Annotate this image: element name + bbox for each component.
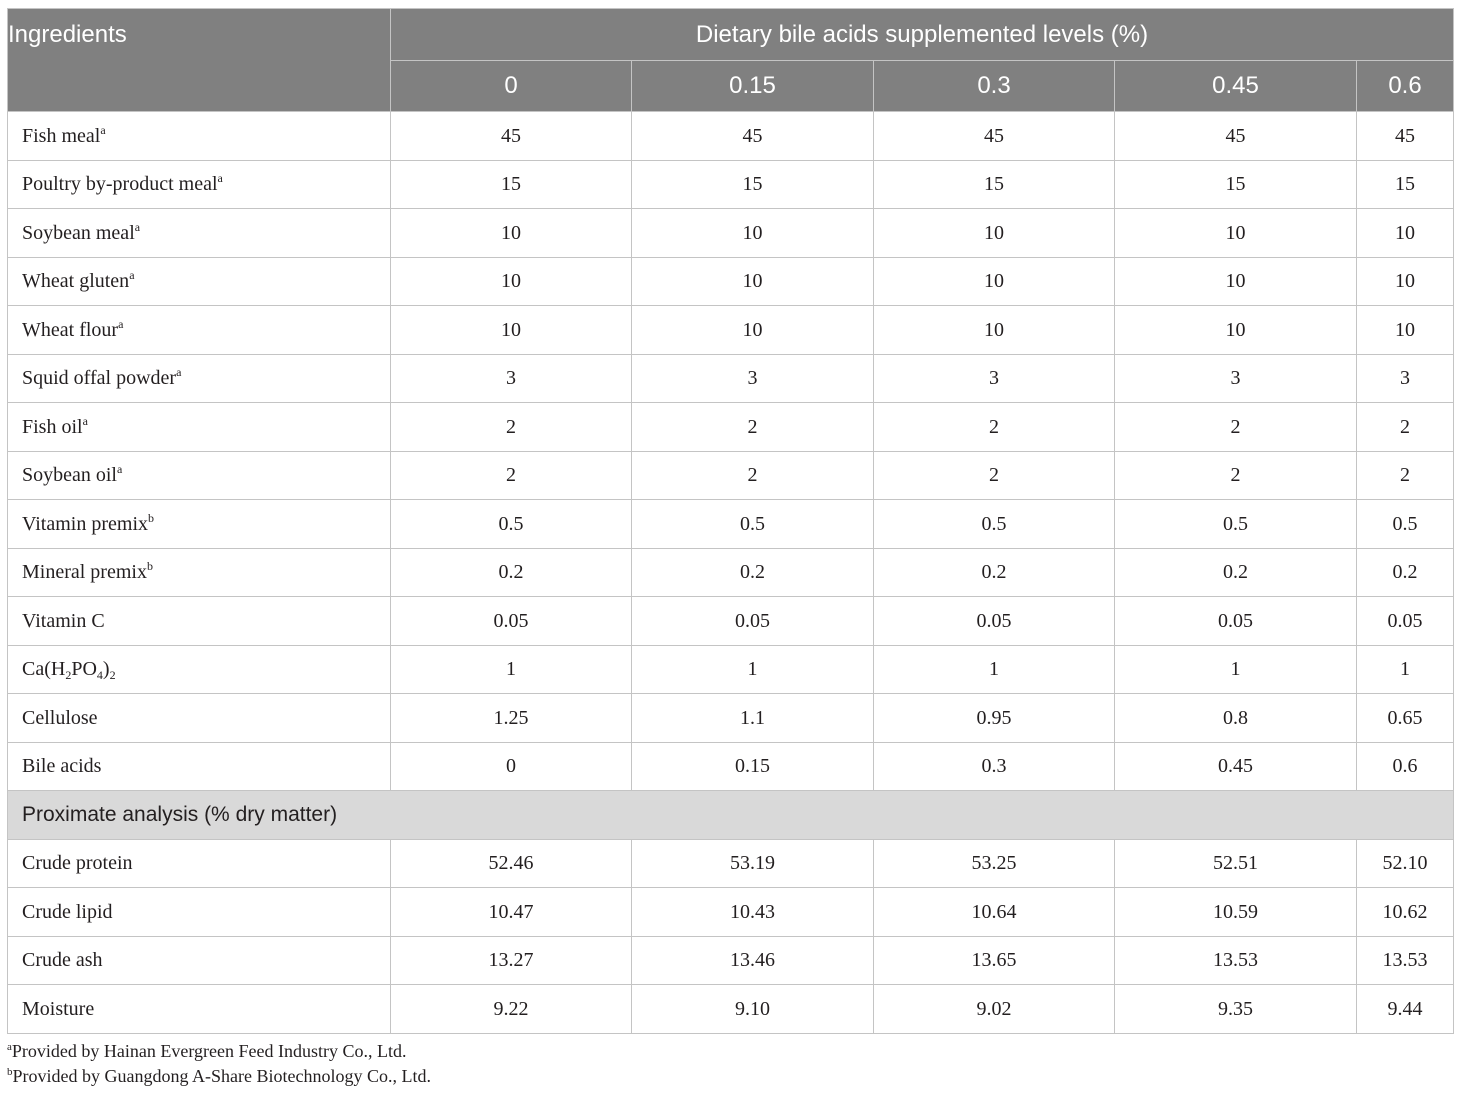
formula-text: ) (102, 658, 110, 681)
ingredient-name: Fish oil (22, 415, 83, 438)
value-cell: 10.64 (874, 888, 1115, 937)
formula-text: Ca(H (22, 658, 66, 681)
value-cell: 15 (391, 160, 632, 209)
value-cell: 15 (1115, 160, 1357, 209)
ingredient-name-cell (8, 936, 391, 985)
value-cell: 0.65 (1357, 694, 1454, 743)
ingredient-name-cell (8, 742, 391, 791)
value-cell: 1.1 (632, 694, 874, 743)
ingredient-name-cell (8, 257, 391, 306)
value-cell: 1 (632, 645, 874, 694)
ingredient-name: Soybean meal (22, 221, 135, 244)
table-header (8, 9, 1454, 112)
value-cell: 0.6 (1357, 742, 1454, 791)
value-cell: 10.59 (1115, 888, 1357, 937)
value-cell: 9.02 (874, 985, 1115, 1034)
ingredient-row (8, 209, 1454, 258)
value-cell: 10.47 (391, 888, 632, 937)
formula-text: PO (71, 658, 97, 681)
value-cell: 10 (391, 209, 632, 258)
ingredient-name: Poultry by-product meal (22, 173, 218, 196)
ingredient-row (8, 742, 1454, 791)
value-cell: 10 (874, 209, 1115, 258)
value-cell: 10 (1115, 306, 1357, 355)
ingredient-name-cell (8, 985, 391, 1034)
formula-subscript: 2 (109, 668, 116, 683)
ingredient-name-cell (8, 112, 391, 161)
ingredient-name-cell (8, 500, 391, 549)
value-cell: 52.51 (1115, 839, 1357, 888)
ingredient-row (8, 694, 1454, 743)
ingredient-row (8, 597, 1454, 646)
value-cell: 10 (1357, 306, 1454, 355)
value-cell: 0.05 (391, 597, 632, 646)
value-cell: 13.27 (391, 936, 632, 985)
value-cell: 15 (1357, 160, 1454, 209)
value-cell: 10 (632, 257, 874, 306)
formula-subscript: 4 (96, 668, 103, 683)
value-cell: 45 (632, 112, 874, 161)
footnote-text: Provided by Hainan Evergreen Feed Industry Co., Ltd. (11, 1041, 407, 1061)
ingredient-name: Wheat gluten (22, 270, 130, 293)
value-cell: 2 (1115, 451, 1357, 500)
value-cell: 13.65 (874, 936, 1115, 985)
analysis-row (8, 936, 1454, 985)
ingredient-name: Crude protein (22, 852, 133, 875)
value-cell: 52.46 (391, 839, 632, 888)
footnote-marker: a (117, 462, 123, 477)
ingredient-name-cell (8, 839, 391, 888)
ingredient-name: Bile acids (22, 755, 102, 778)
ingredient-name-cell (8, 694, 391, 743)
ingredient-row (8, 500, 1454, 549)
ingredient-row (8, 257, 1454, 306)
ingredients-column-header: Ingredients (8, 9, 391, 112)
ingredient-name: Mineral premix (22, 561, 147, 584)
ingredient-row (8, 160, 1454, 209)
value-cell: 13.53 (1357, 936, 1454, 985)
value-cell: 0.2 (1115, 548, 1357, 597)
value-cell: 53.25 (874, 839, 1115, 888)
analysis-row (8, 985, 1454, 1034)
value-cell: 2 (1357, 403, 1454, 452)
value-cell: 15 (874, 160, 1115, 209)
value-cell: 52.10 (1357, 839, 1454, 888)
analysis-row (8, 888, 1454, 937)
ingredient-name: Squid offal powder (22, 367, 177, 390)
value-cell: 0.5 (1357, 500, 1454, 549)
value-cell: 10 (391, 306, 632, 355)
value-cell: 10 (874, 306, 1115, 355)
value-cell: 10 (1357, 209, 1454, 258)
ingredient-name: Soybean oil (22, 464, 117, 487)
value-cell: 13.46 (632, 936, 874, 985)
ingredient-name: Vitamin premix (22, 512, 148, 535)
footnote-marker: b (146, 559, 153, 574)
table-body (8, 112, 1454, 1034)
analysis-row (8, 839, 1454, 888)
ingredient-row (8, 112, 1454, 161)
value-cell: 3 (1115, 354, 1357, 403)
value-cell: 9.22 (391, 985, 632, 1034)
levels-group-header: Dietary bile acids supplemented levels (%) (391, 9, 1454, 61)
value-cell: 2 (391, 451, 632, 500)
footnote-marker: a (217, 171, 223, 186)
ingredient-name: Cellulose (22, 706, 98, 729)
value-cell: 10 (874, 257, 1115, 306)
value-cell: 10 (1115, 209, 1357, 258)
value-cell: 10 (391, 257, 632, 306)
footnote-marker: a (129, 268, 135, 283)
value-cell: 1 (391, 645, 632, 694)
value-cell: 53.19 (632, 839, 874, 888)
value-cell: 2 (632, 451, 874, 500)
ingredient-name: Vitamin C (22, 609, 105, 632)
value-cell: 0.05 (632, 597, 874, 646)
level-header: 0.3 (874, 61, 1115, 112)
value-cell: 0.95 (874, 694, 1115, 743)
value-cell: 0.8 (1115, 694, 1357, 743)
footnote (7, 1064, 431, 1089)
diet-formulation-table (7, 8, 1454, 1034)
value-cell: 0.05 (1115, 597, 1357, 646)
footnote-marker: a (100, 122, 106, 137)
value-cell: 1 (1115, 645, 1357, 694)
ingredient-name-cell (8, 354, 391, 403)
value-cell: 10 (632, 209, 874, 258)
ingredient-name: Crude ash (22, 949, 103, 972)
value-cell: 0.2 (1357, 548, 1454, 597)
value-cell: 0.05 (874, 597, 1115, 646)
ingredient-name-cell (8, 160, 391, 209)
value-cell: 0.05 (1357, 597, 1454, 646)
footnote-marker: a (134, 219, 141, 234)
value-cell: 45 (1357, 112, 1454, 161)
ingredient-row (8, 548, 1454, 597)
value-cell: 1 (874, 645, 1115, 694)
ingredient-row (8, 451, 1454, 500)
value-cell: 45 (391, 112, 632, 161)
level-header: 0 (391, 61, 632, 112)
ingredient-name: Wheat flour (22, 318, 119, 341)
footnote (7, 1039, 431, 1064)
footnote-marker: b (148, 510, 154, 525)
value-cell: 0.15 (632, 742, 874, 791)
value-cell: 3 (632, 354, 874, 403)
ingredient-name-cell (8, 403, 391, 452)
value-cell: 0.5 (391, 500, 632, 549)
ingredient-name-cell (8, 451, 391, 500)
value-cell: 3 (391, 354, 632, 403)
section-row (8, 791, 1454, 840)
section-label: Proximate analysis (% dry matter) (8, 791, 1454, 840)
value-cell: 10 (1115, 257, 1357, 306)
level-header: 0.45 (1115, 61, 1357, 112)
ingredient-name-cell (8, 597, 391, 646)
value-cell: 2 (391, 403, 632, 452)
footnote-text: Provided by Guangdong A-Share Biotechnology Co., Ltd. (12, 1066, 431, 1086)
value-cell: 0.5 (1115, 500, 1357, 549)
footnote-marker: a (7, 1041, 12, 1053)
ingredient-name: Moisture (22, 997, 95, 1020)
table-footnotes (7, 1039, 431, 1089)
level-header: 0.6 (1357, 61, 1454, 112)
value-cell: 0.5 (874, 500, 1115, 549)
value-cell: 0.3 (874, 742, 1115, 791)
value-cell: 9.35 (1115, 985, 1357, 1034)
value-cell: 10.43 (632, 888, 874, 937)
footnote-marker: a (118, 316, 124, 331)
value-cell: 13.53 (1115, 936, 1357, 985)
ingredient-name-cell (8, 209, 391, 258)
ingredient-row (8, 354, 1454, 403)
value-cell: 3 (1357, 354, 1454, 403)
value-cell: 15 (632, 160, 874, 209)
value-cell: 0.45 (1115, 742, 1357, 791)
value-cell: 1.25 (391, 694, 632, 743)
value-cell: 2 (632, 403, 874, 452)
value-cell: 0.2 (391, 548, 632, 597)
value-cell: 2 (1357, 451, 1454, 500)
ingredient-name: Fish meal (22, 124, 101, 147)
footnote-marker: a (82, 413, 88, 428)
footnote-marker: a (176, 365, 182, 380)
ingredient-name-cell (8, 645, 391, 694)
header-row-group (8, 9, 1454, 61)
value-cell: 45 (1115, 112, 1357, 161)
formula-subscript: 2 (65, 668, 72, 683)
value-cell: 9.10 (632, 985, 874, 1034)
value-cell: 9.44 (1357, 985, 1454, 1034)
value-cell: 2 (874, 451, 1115, 500)
ingredient-name-cell (8, 306, 391, 355)
value-cell: 1 (1357, 645, 1454, 694)
ingredient-name: Crude lipid (22, 900, 113, 923)
value-cell: 0 (391, 742, 632, 791)
footnote-marker: b (7, 1066, 13, 1078)
value-cell: 3 (874, 354, 1115, 403)
value-cell: 10.62 (1357, 888, 1454, 937)
ingredient-row (8, 306, 1454, 355)
value-cell: 10 (1357, 257, 1454, 306)
level-header: 0.15 (632, 61, 874, 112)
ingredient-row (8, 645, 1454, 694)
value-cell: 0.2 (874, 548, 1115, 597)
value-cell: 45 (874, 112, 1115, 161)
ingredient-name-cell (8, 548, 391, 597)
ingredient-name-cell (8, 888, 391, 937)
value-cell: 0.2 (632, 548, 874, 597)
value-cell: 10 (632, 306, 874, 355)
ingredient-row (8, 403, 1454, 452)
value-cell: 2 (874, 403, 1115, 452)
value-cell: 2 (1115, 403, 1357, 452)
value-cell: 0.5 (632, 500, 874, 549)
